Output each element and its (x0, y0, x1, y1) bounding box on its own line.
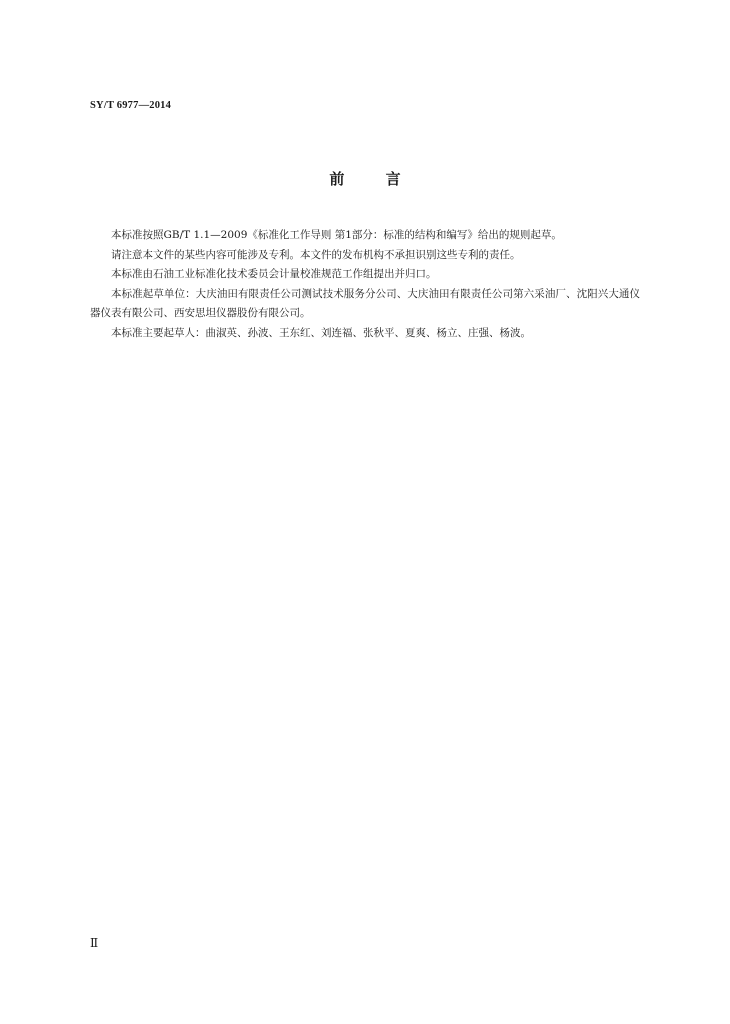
paragraph-proposer: 本标准由石油工业标准化技术委员会计量校准规范工作组提出并归口。 (111, 268, 437, 280)
page-title: 前 言 (329, 170, 401, 188)
paragraph-drafting-rules: 本标准按照GB/T 1.1—2009《标准化工作导则 第1部分：标准的结构和编写》给出的规则起草。 (111, 229, 562, 241)
paragraph-drafting-units: 本标准起草单位：大庆油田有限责任公司测试技术服务分公司、大庆油田有限责任公司第六采油厂、沈阳兴大通仪器仪表有限公司、西安思坦仪器股份有限公司。 (90, 287, 640, 319)
page-number: Ⅱ (90, 936, 99, 950)
paragraph-patent-notice: 请注意本文件的某些内容可能涉及专利。本文件的发布机构不承担识别这些专利的责任。 (111, 248, 521, 261)
foreword-body (90, 226, 640, 343)
paragraph-drafters: 本标准主要起草人：曲淑英、孙波、王东红、刘连福、张秋平、夏爽、杨立、庄强、杨波。 (111, 326, 531, 339)
standard-code-header: SY/T 6977—2014 (90, 100, 172, 111)
